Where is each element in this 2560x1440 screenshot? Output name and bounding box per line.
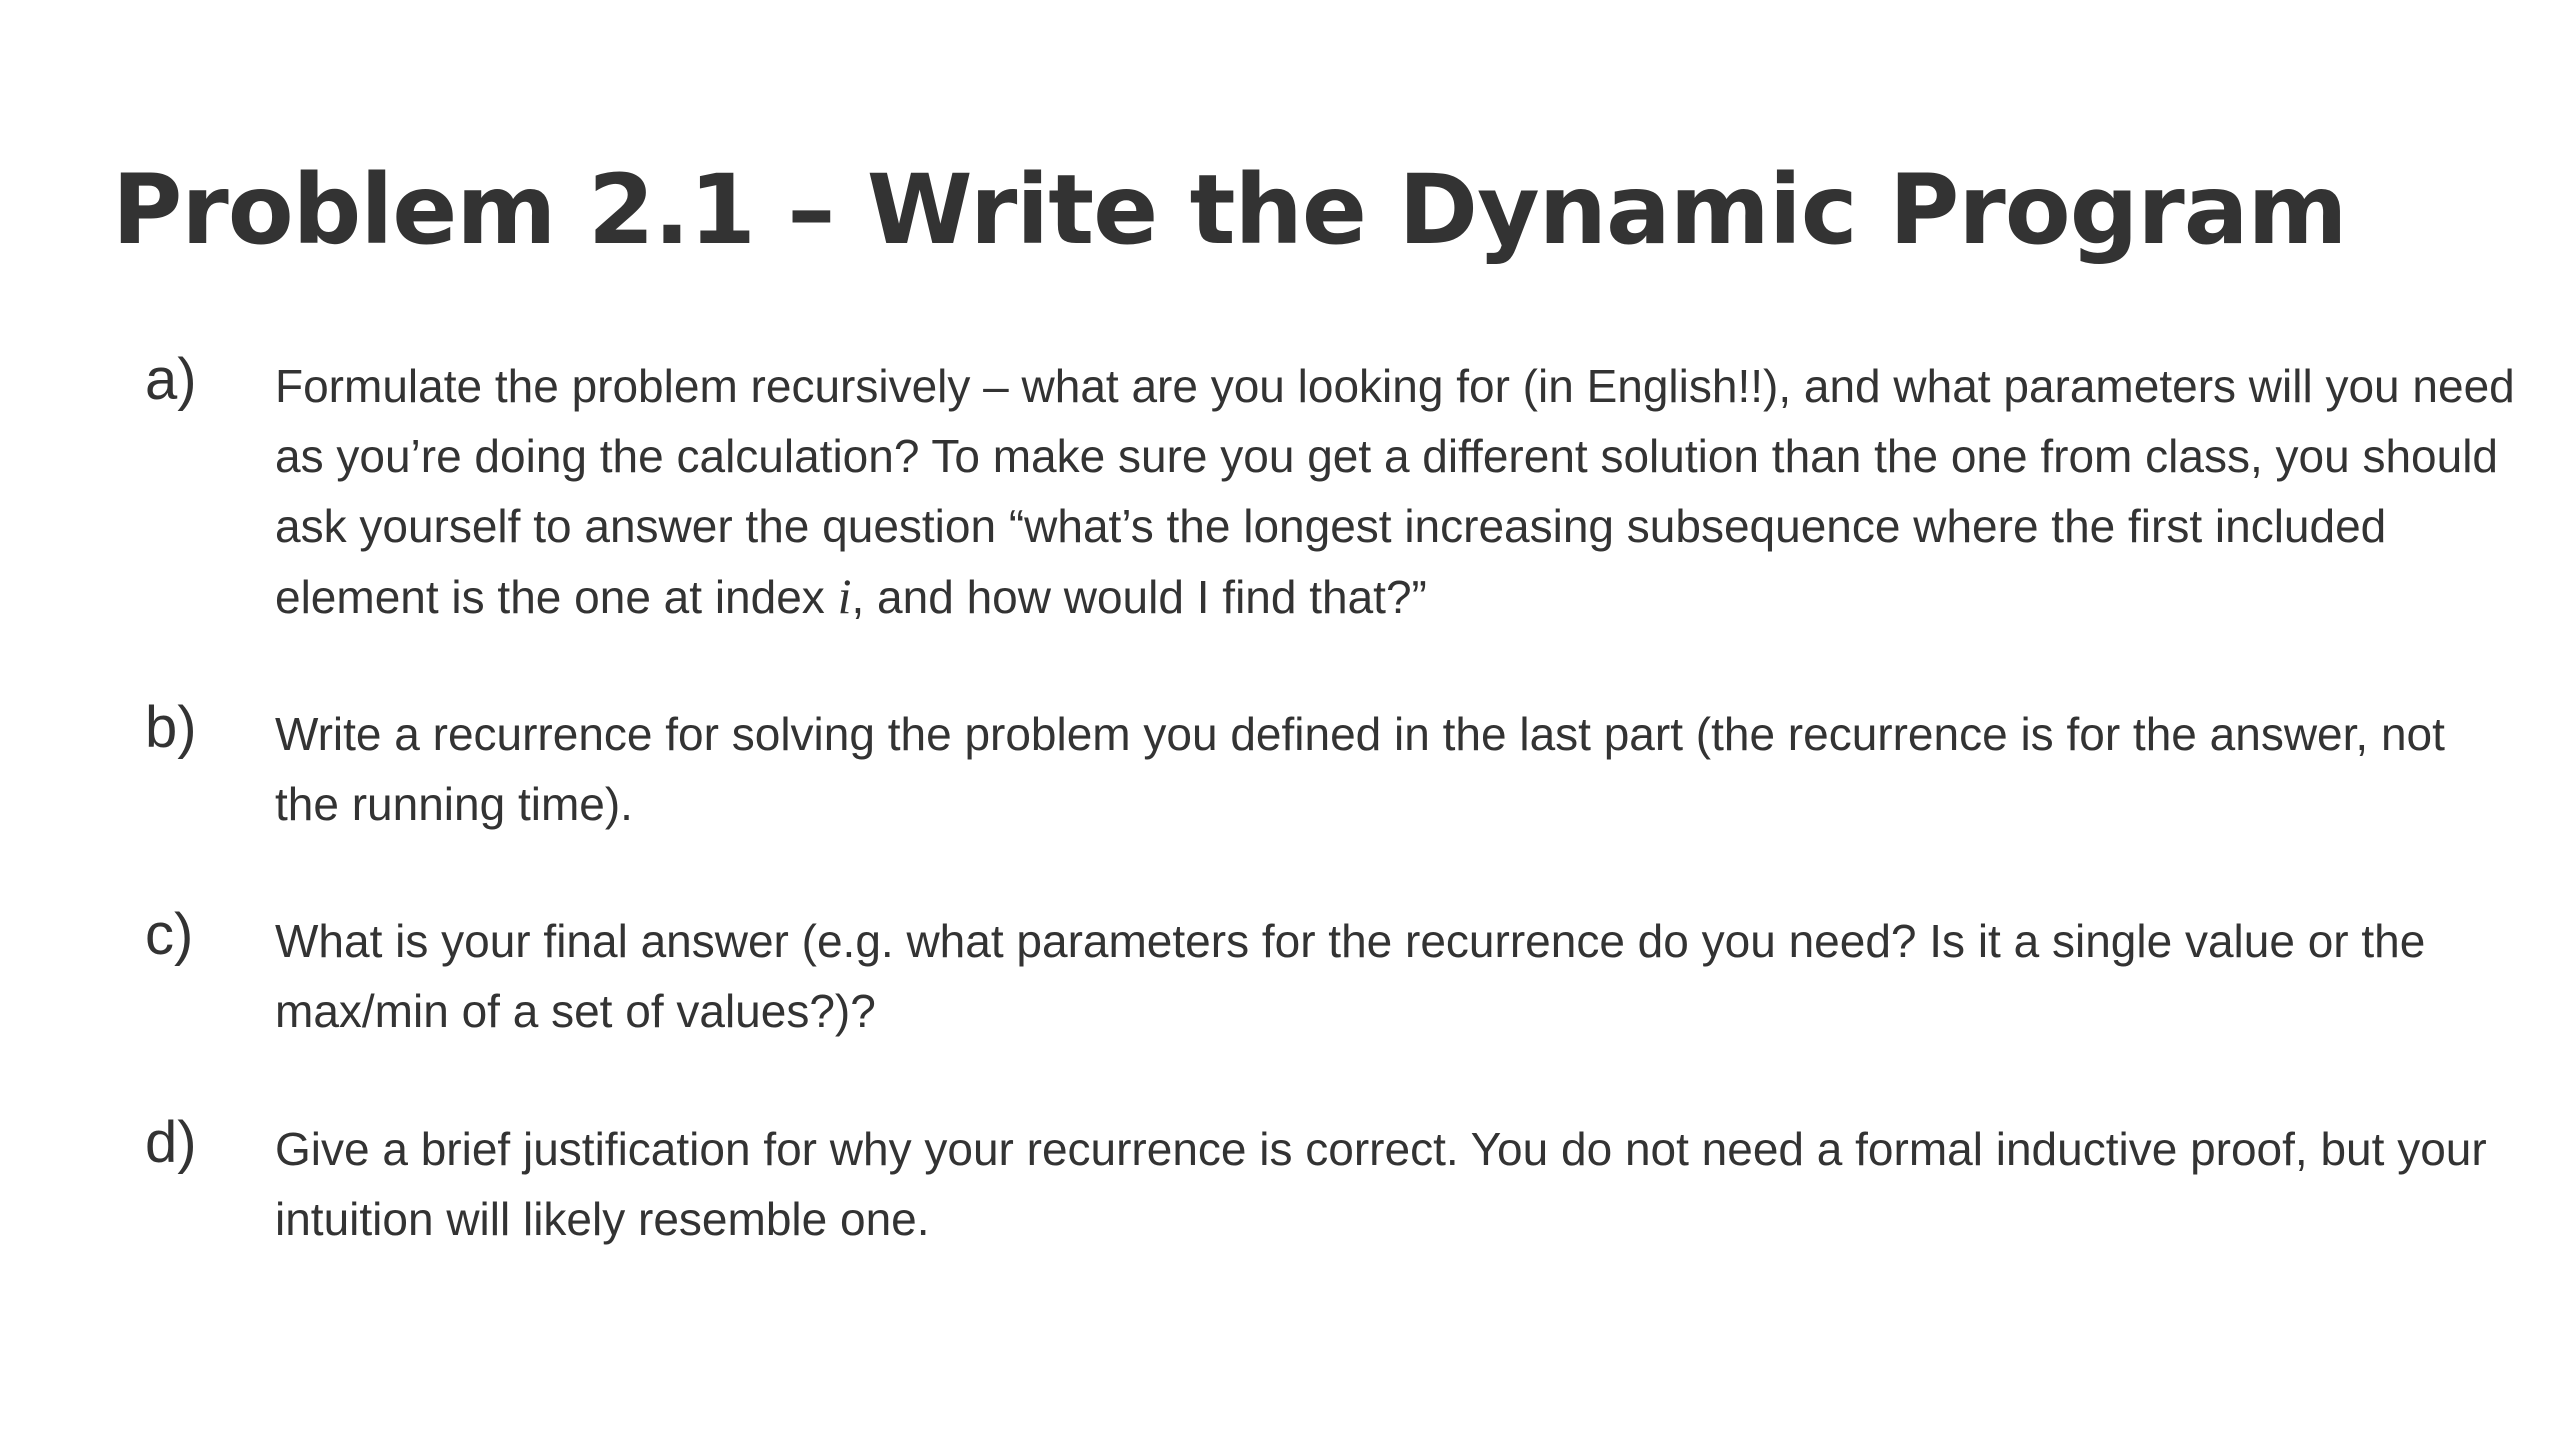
item-text: Write a recurrence for solving the problem you defined in the last part (the recurrence is for the answer, not the running time). — [275, 708, 2445, 830]
item-text-part: Formulate the problem recursively – what are you looking for (in English!!), and what parameters will you need as you’re doing the calculation? To make sure you get a different solution than the one from class, you should ask yourself to answer the question “what’s the longest increasing subsequence where the first included element is the one at index — [275, 360, 2515, 623]
math-variable: i — [837, 568, 852, 624]
item-marker: d) — [145, 1110, 197, 1175]
item-text-part: , and how would I find that?” — [851, 571, 1427, 623]
item-marker: b) — [145, 695, 197, 760]
item-marker: a) — [145, 347, 197, 412]
item-text — [275, 351, 2515, 632]
slide-title: Problem 2.1 – Write the Dynamic Program — [112, 154, 2347, 266]
item-text: Give a brief justification for why your recurrence is correct. You do not need a formal inductive proof, but your intuition will likely resemble one. — [275, 1123, 2487, 1245]
item-text: What is your final answer (e.g. what parameters for the recurrence do you need? Is it a single value or the max/min of a set of values?)? — [275, 915, 2426, 1037]
item-marker: c) — [145, 902, 194, 967]
